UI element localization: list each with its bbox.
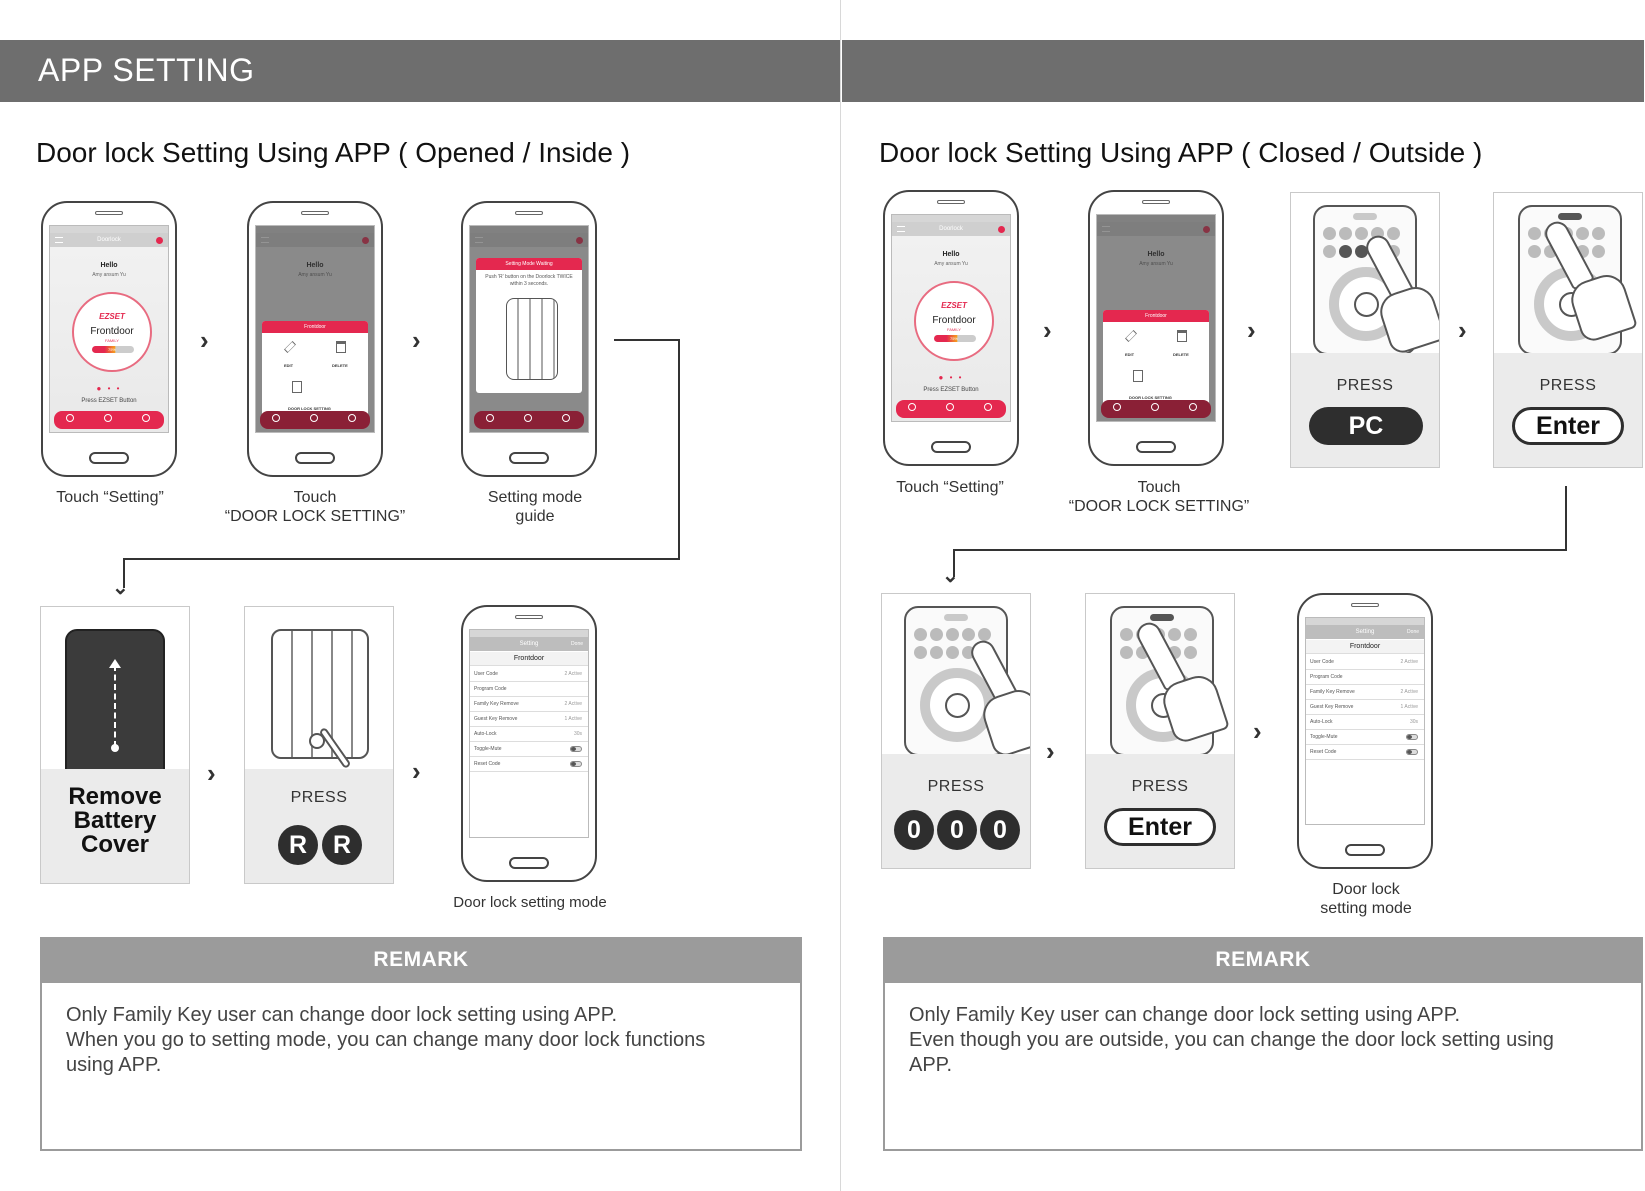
battery-pack-illustration — [506, 298, 558, 380]
flow-connector — [678, 339, 680, 560]
press-label: PRESS — [290, 789, 348, 806]
edit-icon — [284, 341, 296, 353]
toggle-switch[interactable] — [570, 761, 582, 767]
phone-home-screen — [883, 190, 1019, 466]
bottom-nav[interactable] — [54, 411, 164, 429]
panel-press-r-twice — [244, 606, 394, 884]
caption-mode-line2: setting mode — [1320, 900, 1412, 917]
setting-row[interactable]: Guest Key Remove 1 Active — [1306, 700, 1424, 715]
caption-touch-line1: Touch — [293, 489, 337, 506]
battery-level: 75% — [949, 336, 958, 341]
toggle-switch[interactable] — [570, 746, 582, 752]
remark-title-left: REMARK — [40, 937, 802, 983]
caption-touch-line1: Touch — [1137, 479, 1181, 496]
remark-title-right: REMARK — [883, 937, 1643, 983]
phone-setting-list — [1297, 593, 1433, 869]
edit-icon — [1125, 330, 1137, 342]
hello-text: Hello — [100, 262, 118, 269]
setting-title: Setting — [1355, 629, 1375, 635]
arrow-head-icon — [109, 659, 121, 668]
phone-icon — [292, 381, 302, 393]
lock-status-ring[interactable] — [914, 281, 994, 361]
enter-button[interactable]: Enter — [1104, 808, 1216, 846]
r-button[interactable]: R — [322, 825, 362, 865]
family-badge: FAMILY — [105, 338, 119, 343]
press-label: PRESS — [1336, 377, 1394, 394]
door-lock-setting-label[interactable]: DOOR LOCK SETTING — [288, 406, 331, 411]
panel-press-pc — [1290, 192, 1440, 468]
caption-touch-line2: “DOOR LOCK SETTING” — [1068, 498, 1250, 515]
panel-press-000 — [881, 593, 1031, 869]
page-divider — [840, 0, 841, 1191]
setting-row[interactable]: Toggle-Mute — [1306, 730, 1424, 745]
setting-row[interactable]: Auto-Lock 30s — [470, 727, 588, 742]
flow-connector — [953, 549, 1567, 551]
setting-title: Setting — [519, 641, 539, 647]
arrow-dot-icon — [111, 744, 119, 752]
bottom-nav[interactable] — [896, 400, 1006, 418]
panel-press-enter — [1085, 593, 1235, 869]
chevron-right-icon: › — [207, 758, 216, 788]
caption-touch-setting: Touch “Setting” — [896, 479, 1004, 496]
right-section-title: Door lock Setting Using APP ( Closed / Outside ) — [879, 137, 1483, 168]
battery-level: 75% — [107, 347, 116, 352]
caption-touch-dls — [220, 488, 410, 526]
setting-row[interactable]: Family Key Remove 2 Active — [1306, 685, 1424, 700]
waiting-dialog-text: Push 'R' button on the Doorlock TWICE within 3 seconds. — [485, 274, 573, 287]
caption-setting-mode-guide — [470, 488, 600, 526]
setting-lock-name: Frontdoor — [1306, 640, 1424, 654]
bottom-nav[interactable] — [474, 411, 584, 429]
trash-icon — [336, 341, 346, 353]
pc-button[interactable]: PC — [1309, 407, 1423, 445]
brand-logo: EZSET — [941, 301, 967, 310]
edit-label[interactable]: EDIT — [284, 363, 294, 368]
press-label: PRESS — [1539, 377, 1597, 394]
user-name: Amy ansum Yu — [934, 261, 968, 267]
arrow-down-icon: ⌄ — [112, 577, 129, 599]
press-label: PRESS — [927, 778, 985, 795]
caption-guide-line1: Setting mode — [487, 489, 583, 506]
done-button[interactable]: Done — [1407, 629, 1419, 635]
chevron-right-icon: › — [1253, 716, 1262, 746]
bottom-nav[interactable] — [1101, 400, 1211, 418]
user-name: Amy ansum Yu — [92, 272, 126, 278]
panel-remove-battery-cover — [40, 606, 190, 884]
remove-cover-label: Remove Battery Cover — [68, 783, 162, 858]
phone-door-lock-setting — [1088, 190, 1224, 466]
phone-setting-mode-guide — [461, 201, 597, 477]
caption-door-lock-setting-mode — [1300, 880, 1432, 918]
slide-up-arrow-icon — [114, 665, 116, 747]
chevron-right-icon: › — [1458, 315, 1467, 345]
caption-touch-dls — [1064, 478, 1254, 516]
r-button[interactable]: R — [278, 825, 318, 865]
lock-name: Frontdoor — [932, 315, 976, 326]
chevron-right-icon: › — [1046, 736, 1055, 766]
caption-guide-line2: guide — [515, 508, 555, 525]
setting-row[interactable]: User Code 2 Active — [1306, 655, 1424, 670]
setting-row[interactable]: Toggle-Mute — [470, 742, 588, 757]
phone-setting-list — [461, 605, 597, 882]
setting-row[interactable]: Program Code — [1306, 670, 1424, 685]
delete-label[interactable]: DELETE — [1173, 352, 1189, 357]
flow-connector — [1565, 486, 1567, 551]
caption-mode-line1: Door lock — [1332, 881, 1400, 898]
left-section-title: Door lock Setting Using APP ( Opened / Inside ) — [36, 137, 631, 168]
caption-door-lock-setting-mode: Door lock setting mode — [453, 894, 607, 911]
caption-touch-line2: “DOOR LOCK SETTING” — [224, 508, 406, 525]
edit-label[interactable]: EDIT — [1125, 352, 1135, 357]
page-dots: ● • • — [938, 373, 964, 382]
zero-button[interactable]: 0 — [980, 810, 1020, 850]
waiting-dialog-title: Setting Mode Waiting — [476, 258, 582, 270]
setting-row[interactable]: Guest Key Remove 1 Active — [470, 712, 588, 727]
panel-press-enter — [1493, 192, 1643, 468]
door-lock-setting-label[interactable]: DOOR LOCK SETTING — [1129, 395, 1172, 400]
toggle-switch[interactable] — [1406, 749, 1418, 755]
caption-touch-setting: Touch “Setting” — [56, 489, 164, 506]
remark-body-left: Only Family Key user can change door lock setting using APP. When you go to setting mode, you can change many door lock functions using APP. — [40, 983, 802, 1151]
press-button-hint: Press EZSET Button — [81, 398, 137, 404]
phone-home-screen — [41, 201, 177, 477]
lock-status-ring[interactable] — [72, 292, 152, 372]
setting-row[interactable]: Reset Code — [1306, 745, 1424, 760]
setting-row[interactable]: Auto-Lock 30s — [1306, 715, 1424, 730]
zero-button[interactable]: 0 — [894, 810, 934, 850]
app-bar-title: Doorlock — [97, 237, 121, 243]
phone-door-lock-setting — [247, 201, 383, 477]
chevron-right-icon: › — [1043, 315, 1052, 345]
page-title: APP SETTING — [38, 52, 255, 88]
hello-text: Hello — [942, 251, 960, 258]
flow-connector — [614, 339, 680, 341]
enter-button[interactable]: Enter — [1512, 407, 1624, 445]
setting-lock-name: Frontdoor — [470, 652, 588, 666]
family-badge: FAMILY — [947, 327, 961, 332]
setting-row[interactable]: Reset Code — [470, 757, 588, 772]
delete-label[interactable]: DELETE — [332, 363, 348, 368]
chevron-right-icon: › — [200, 325, 209, 355]
sheet-title: Frontdoor — [1103, 310, 1209, 322]
chevron-right-icon: › — [1247, 315, 1256, 345]
setting-row[interactable]: User Code 2 Active — [470, 667, 588, 682]
phone-icon — [1133, 370, 1143, 382]
setting-row[interactable]: Family Key Remove 2 Active — [470, 697, 588, 712]
toggle-switch[interactable] — [1406, 734, 1418, 740]
done-button[interactable]: Done — [571, 641, 583, 647]
chevron-right-icon: › — [412, 756, 421, 786]
app-bar-title: Doorlock — [939, 226, 963, 232]
remark-body-right: Only Family Key user can change door lock setting using APP. Even though you are outside, you can change the door lock setting using APP. — [883, 983, 1643, 1151]
sheet-title: Frontdoor — [262, 321, 368, 333]
header-band-right — [842, 40, 1644, 102]
zero-button[interactable]: 0 — [937, 810, 977, 850]
press-label: PRESS — [1131, 778, 1189, 795]
arrow-down-icon: ⌄ — [942, 565, 959, 587]
trash-icon — [1177, 330, 1187, 342]
lock-name: Frontdoor — [90, 326, 134, 337]
page-dots: ● • • — [96, 384, 122, 393]
brand-logo: EZSET — [99, 312, 125, 321]
setting-row[interactable]: Program Code — [470, 682, 588, 697]
press-button-hint: Press EZSET Button — [923, 387, 979, 393]
chevron-right-icon: › — [412, 325, 421, 355]
bottom-nav[interactable] — [260, 411, 370, 429]
flow-connector — [123, 558, 680, 560]
